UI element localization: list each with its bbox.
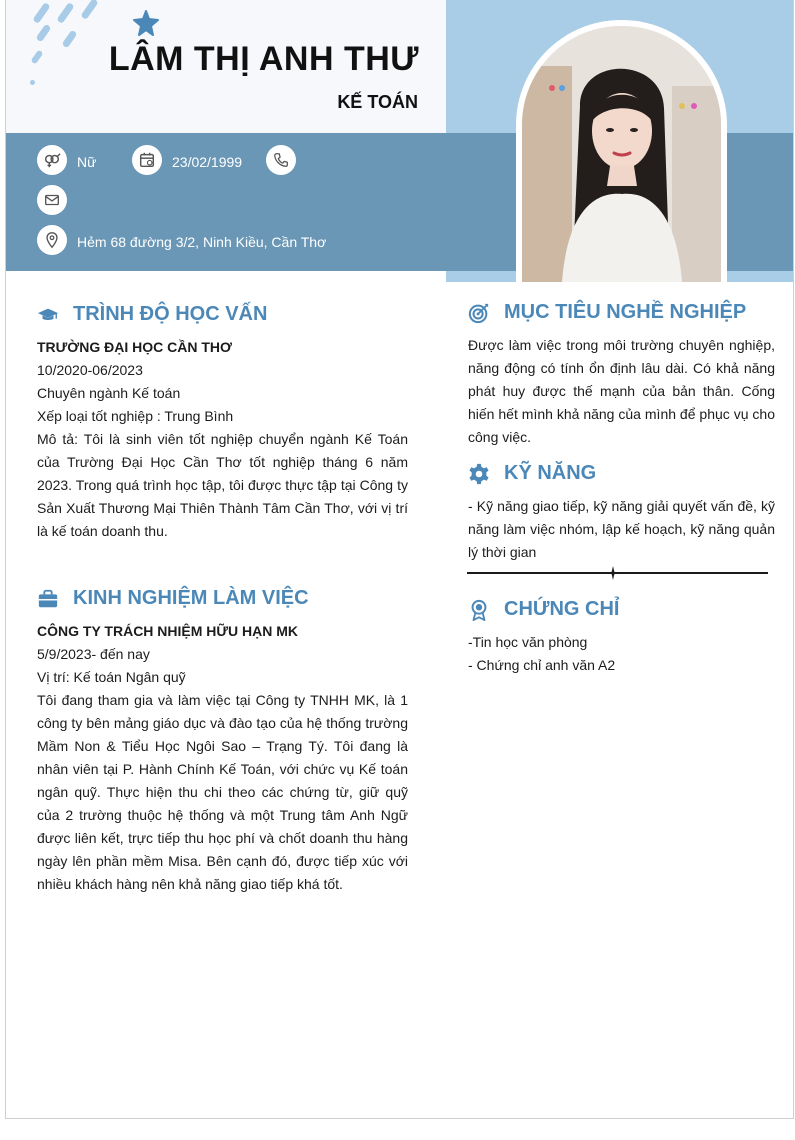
- star-icon: [133, 10, 159, 36]
- certificate-item: - Chứng chỉ anh văn A2: [468, 657, 616, 673]
- objective-text: Được làm việc trong môi trường chuyên nghiệp, năng động có tính ổn định lâu dài. Có khả năng phát huy được thế mạnh của bản thân. Cống hiến hết mình khả năng của mình để phục vụ cho công việc.: [468, 337, 775, 445]
- gender-icon: [37, 145, 67, 175]
- experience-period: 5/9/2023- đến nay: [37, 646, 150, 662]
- skills-section-title: [468, 462, 596, 485]
- experience-description: Tôi đang tham gia và làm việc tại Công ty TNHH MK, là 1 công ty bên mảng giáo dục và đào tạo của hệ thống trường Mầm Non & Tiểu Học Ngôi Sao – Trạng Tý. Tôi đang là nhân viên tại P. Hành Chính Kế Toán, với chức vụ Kế toán ngân quỹ. Thực hiện thu chi theo các chứng từ, giữ quỹ của 2 trường thuộc hệ thống và một Trung tâm Anh Ngữ được liên kết, trực tiếp thu học phí và chốt doanh thu hàng ngày lên phần mềm Misa. Bên cạnh đó, được tiếp xúc với nhiều khách hàng nên khả năng giao tiếp khá tốt.: [37, 692, 408, 892]
- skills-title-text: KỸ NĂNG: [504, 462, 597, 484]
- experience-section-title: [37, 587, 309, 610]
- candidate-role: KẾ TOÁN: [337, 92, 418, 112]
- education-title-text: TRÌNH ĐỘ HỌC VẤN: [73, 303, 268, 325]
- location-icon: [37, 225, 67, 255]
- cv-page: [5, 0, 794, 1119]
- gender-value: Nữ: [77, 154, 97, 170]
- education-grade: Xếp loại tốt nghiệp : Trung Bình: [37, 408, 234, 424]
- calendar-icon: [132, 145, 162, 175]
- education-major: Chuyên ngành Kế toán: [37, 385, 181, 401]
- phone-icon: [266, 145, 296, 175]
- graduation-cap-icon: [37, 304, 59, 326]
- target-icon: [468, 302, 490, 324]
- award-icon: [468, 599, 490, 621]
- skills-text: - Kỹ năng giao tiếp, kỹ năng giải quyết vấn đề, kỹ năng làm việc nhóm, lập kế hoạch, kỹ năng quản lý thời gian: [468, 498, 775, 560]
- objective-title-text: MỤC TIÊU NGHỀ NGHIỆP: [504, 301, 747, 323]
- certificate-item: -Tin học văn phòng: [468, 634, 588, 650]
- experience-company: CÔNG TY TRÁCH NHIỆM HỮU HẠN MK: [37, 623, 299, 639]
- experience-position: Vị trí: Kế toán Ngân quỹ: [37, 669, 186, 685]
- briefcase-icon: [37, 588, 59, 610]
- candidate-name: LÂM THỊ ANH THƯ: [108, 40, 419, 78]
- education-section-title: [37, 303, 267, 326]
- address-value: Hẻm 68 đường 3/2, Ninh Kiều, Cần Thơ: [77, 234, 327, 250]
- certificates-title-text: CHỨNG CHỈ: [504, 598, 620, 620]
- objective-section-title: [468, 301, 746, 324]
- gear-icon: [468, 463, 490, 485]
- email-icon: [37, 185, 67, 215]
- education-period: 10/2020-06/2023: [37, 362, 143, 378]
- sparkle-icon: [606, 566, 620, 580]
- profile-photo: [522, 26, 721, 282]
- certificates-section-title: [468, 598, 619, 621]
- experience-title-text: KINH NGHIỆM LÀM VIỆC: [73, 587, 309, 609]
- education-school: TRƯỜNG ĐẠI HỌC CẦN THƠ: [37, 339, 232, 355]
- education-description: Mô tả: Tôi là sinh viên tốt nghiệp chuyển ngành Kế Toán của Trường Đại Học Cần Thơ tốt nghiệp tháng 6 năm 2023. Trong quá trình học tập, tôi được thực tập tại Công ty Sản Xuất Thương Mại Thiên Thành Tâm Cần Thơ, với vị trí là kế toán doanh thu.: [37, 431, 408, 539]
- birthdate-value: 23/02/1999: [172, 154, 243, 170]
